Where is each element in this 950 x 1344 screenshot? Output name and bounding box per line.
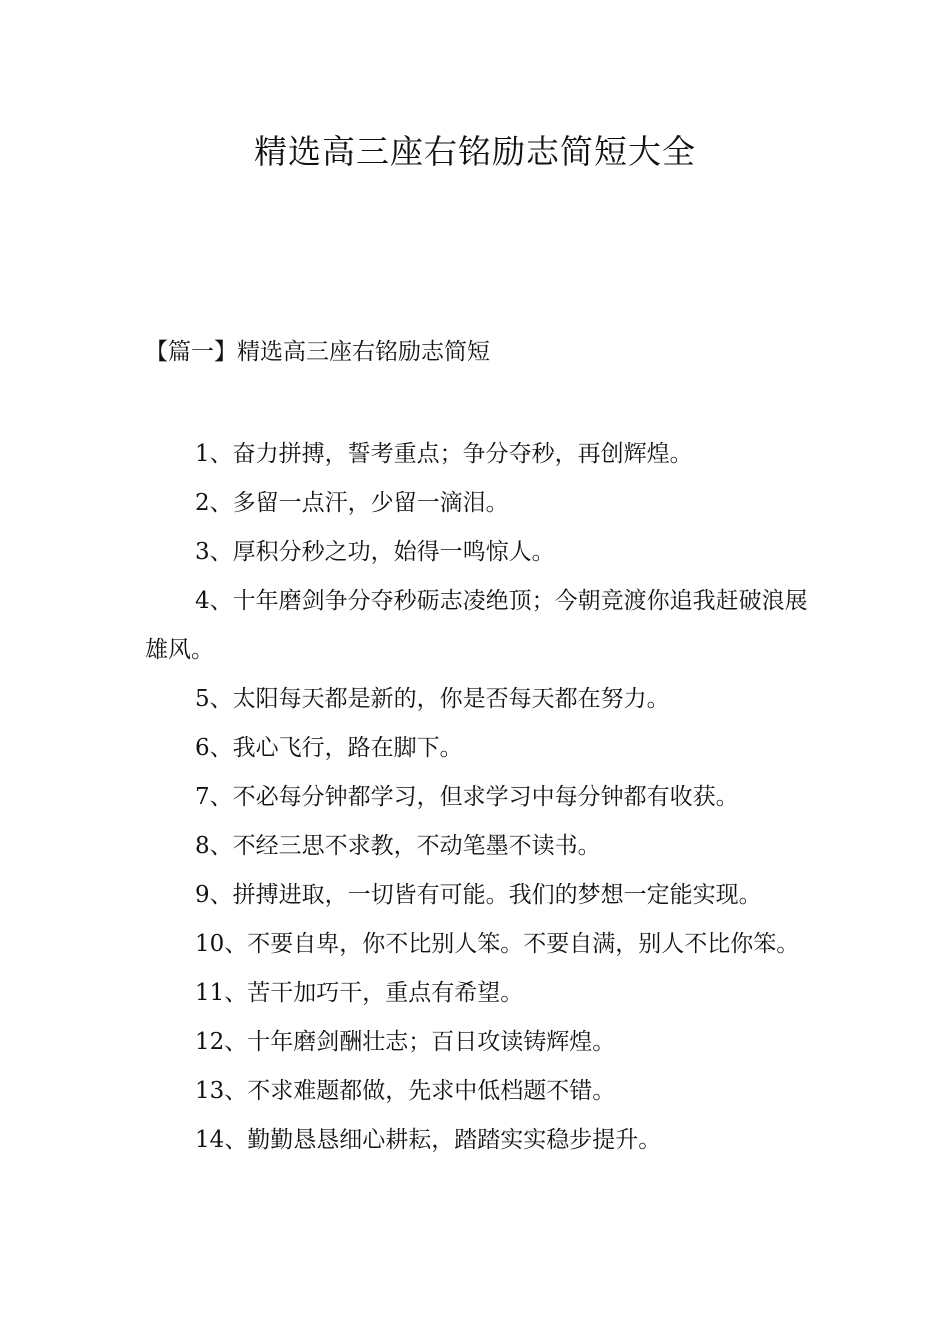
list-item: 5、太阳每天都是新的，你是否每天都在努力。 [195, 686, 670, 712]
section-heading: 【篇一】精选高三座右铭励志简短 [145, 339, 490, 365]
list-item: 2、多留一点汗，少留一滴泪。 [195, 490, 509, 516]
list-item: 13、不求难题都做，先求中低档题不错。 [195, 1078, 616, 1104]
list-item: 11、苦干加巧干，重点有希望。 [195, 980, 524, 1006]
list-item: 7、不必每分钟都学习，但求学习中每分钟都有收获。 [195, 784, 739, 810]
list-item: 3、厚积分秒之功，始得一鸣惊人。 [195, 539, 555, 565]
list-item: 8、不经三思不求教，不动笔墨不读书。 [195, 833, 601, 859]
list-item: 10、不要自卑，你不比别人笨。不要自满，别人不比你笨。 [195, 931, 800, 957]
list-item: 4、十年磨剑争分夺秒砺志凌绝顶；今朝竞渡你追我赶破浪展雄风。 [145, 588, 808, 663]
list-item: 1、奋力拼搏，誓考重点；争分夺秒，再创辉煌。 [195, 441, 693, 467]
list-item: 9、拼搏进取，一切皆有可能。我们的梦想一定能实现。 [195, 882, 762, 908]
page-title: 精选高三座右铭励志简短大全 [254, 132, 696, 171]
motto-list [145, 430, 810, 1165]
list-item: 12、十年磨剑酬壮志；百日攻读铸辉煌。 [195, 1029, 616, 1055]
list-item: 6、我心飞行，路在脚下。 [195, 735, 463, 761]
list-item: 14、勤勤恳恳细心耕耘，踏踏实实稳步提升。 [195, 1127, 662, 1153]
